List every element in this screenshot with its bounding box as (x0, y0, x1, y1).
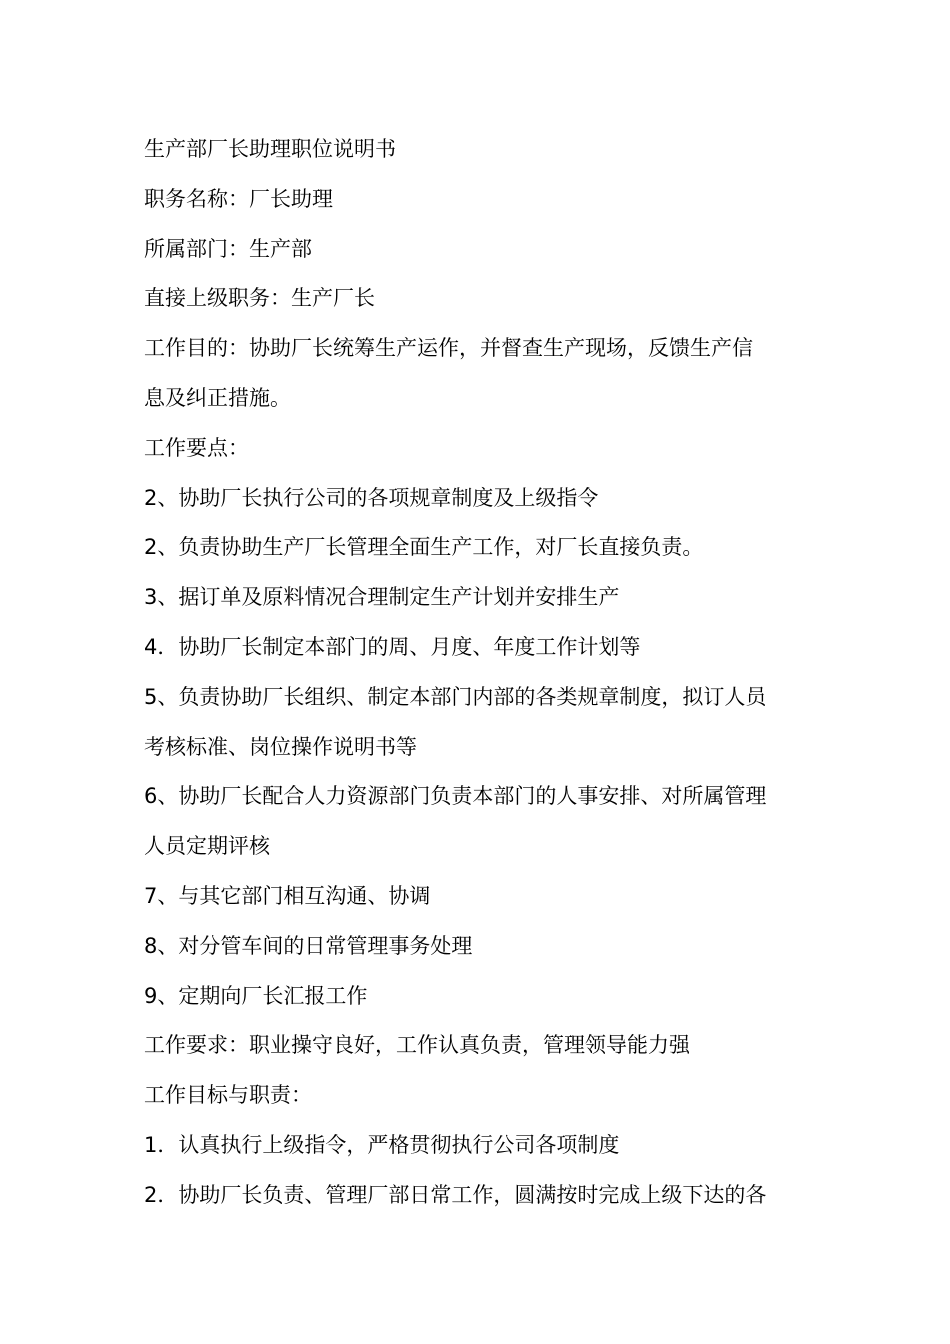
key-points-heading: 工作要点： (144, 435, 249, 460)
job-title-line: 职务名称：厂长助理 (144, 186, 333, 211)
job-purpose-line-continued: 息及纠正措施。 (144, 385, 291, 410)
key-point-item: 8、对分管车间的日常管理事务处理 (144, 933, 473, 958)
key-point-item: 4．协助厂长制定本部门的周、月度、年度工作计划等 (144, 634, 641, 659)
key-point-item: 2、负责协助生产厂长管理全面生产工作，对厂长直接负责。 (144, 535, 704, 560)
key-point-item-continued: 人员定期评核 (144, 834, 270, 859)
job-requirements-line: 工作要求：职业操守良好，工作认真负责，管理领导能力强 (144, 1033, 690, 1058)
key-point-item: 3、据订单及原料情况合理制定生产计划并安排生产 (144, 585, 620, 610)
document-title: 生产部厂长助理职位说明书 (144, 137, 396, 161)
document-body (144, 125, 810, 1221)
key-point-item: 7、与其它部门相互沟通、协调 (144, 883, 431, 908)
goal-item: 2．协助厂长负责、管理厂部日常工作，圆满按时完成上级下达的各 (144, 1182, 767, 1207)
goal-item: 1．认真执行上级指令，严格贯彻执行公司各项制度 (144, 1132, 620, 1157)
key-point-item: 6、协助厂长配合人力资源部门负责本部门的人事安排、对所属管理 (144, 784, 767, 809)
key-point-item: 5、负责协助厂长组织、制定本部门内部的各类规章制度，拟订人员 (144, 684, 767, 709)
supervisor-line: 直接上级职务：生产厂长 (144, 286, 375, 311)
department-line: 所属部门：生产部 (144, 236, 312, 261)
key-point-item: 9、定期向厂长汇报工作 (144, 983, 368, 1008)
key-point-item: 2、协助厂长执行公司的各项规章制度及上级指令 (144, 485, 599, 510)
goals-duties-heading: 工作目标与职责： (144, 1083, 312, 1108)
key-point-item-continued: 考核标准、岗位操作说明书等 (144, 734, 417, 759)
job-purpose-line: 工作目的：协助厂长统筹生产运作，并督查生产现场，反馈生产信 (144, 336, 753, 361)
